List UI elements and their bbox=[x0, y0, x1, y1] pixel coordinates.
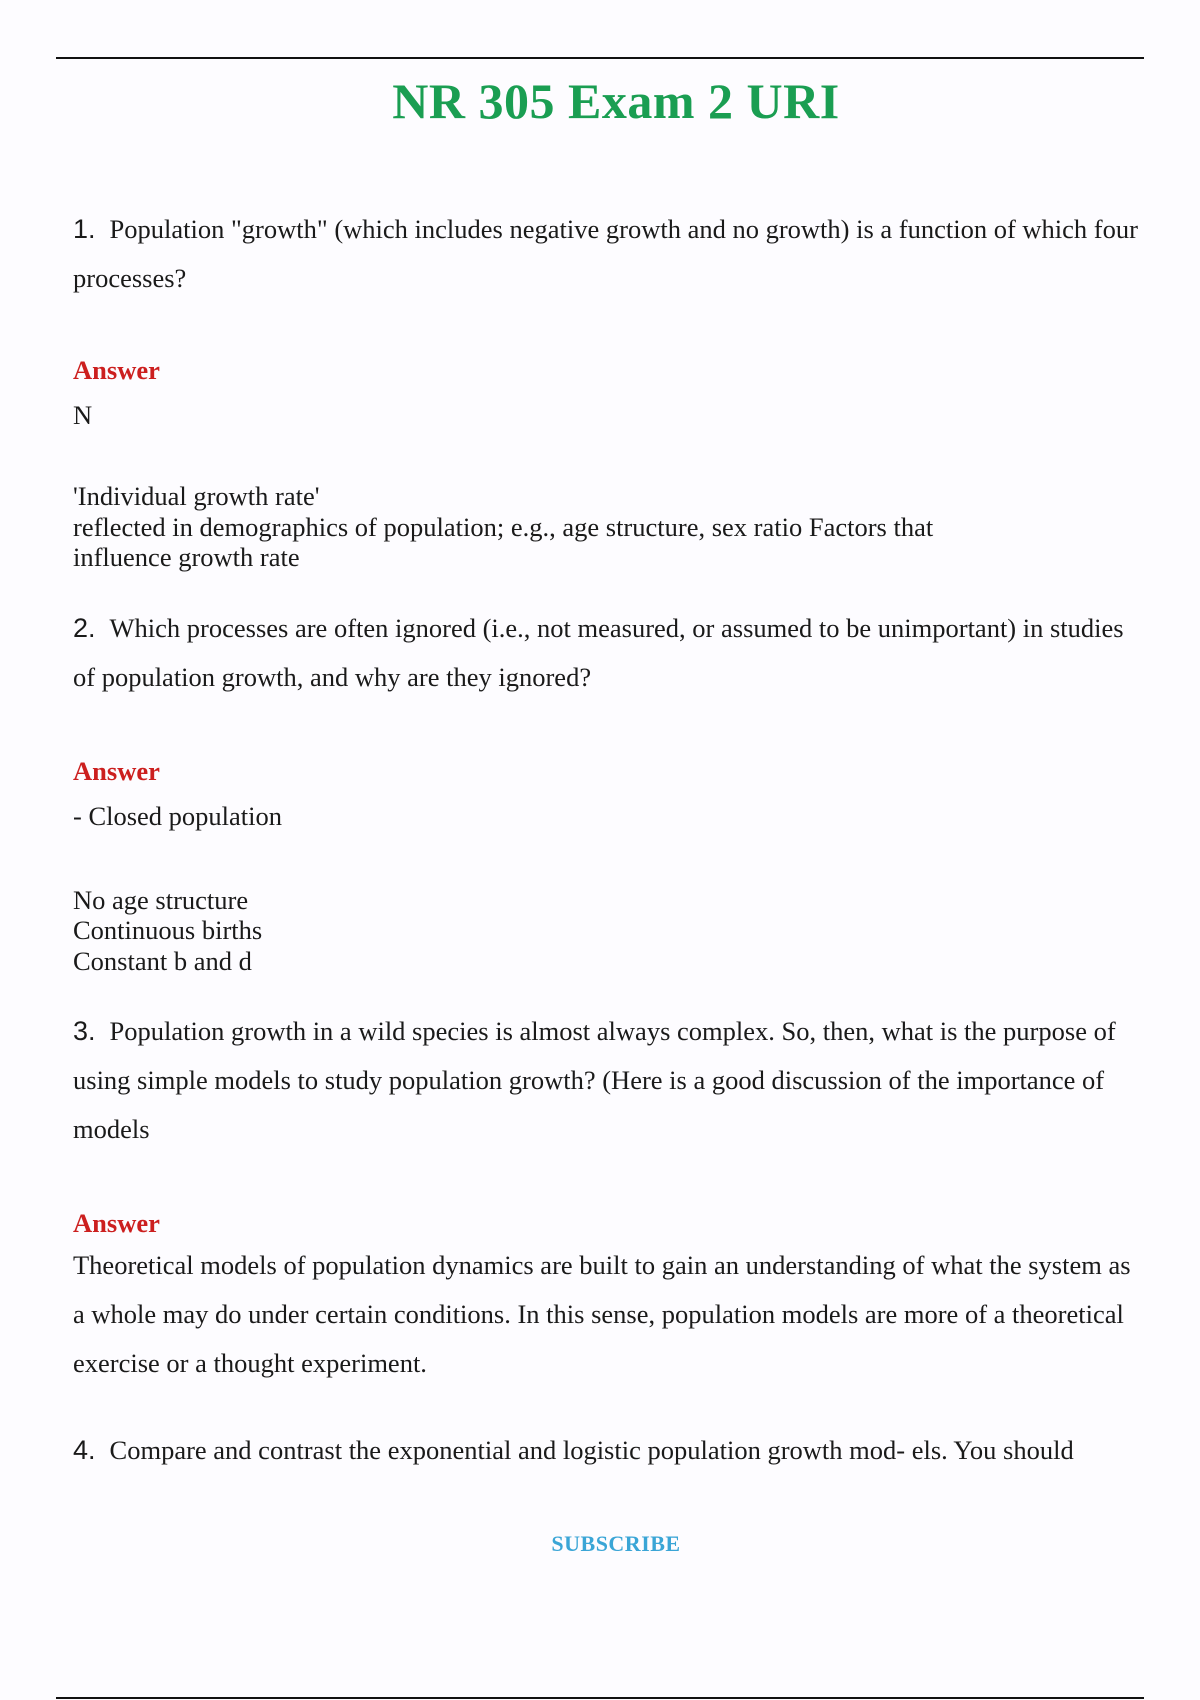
answer-line: 'Individual growth rate' bbox=[73, 481, 320, 511]
answer-body bbox=[73, 885, 1143, 977]
question-text: Population "growth" (which includes negative growth and no growth) is a function of which four processes? bbox=[73, 214, 1138, 293]
subscribe-link[interactable]: SUBSCRIBE bbox=[551, 1531, 681, 1556]
question-text: Which processes are often ignored (i.e., not measured, or assumed to be unimportant) in studies of population growth, and why are they ignored? bbox=[73, 612, 1124, 692]
question-number: 3. bbox=[73, 1016, 96, 1046]
question-text: Population growth in a wild species is almost always complex. So, then, what is the purpose of using simple models to study population growth? (Here is a good discussion of the importance of models bbox=[73, 1016, 1116, 1144]
question-4 bbox=[73, 1426, 1143, 1475]
answer-paragraph: Theoretical models of population dynamics are built to gain an understanding of what the system as a whole may do under certain conditions. In this sense, population models are more of a theoretical exercise or a thought experiment. bbox=[73, 1250, 1131, 1378]
question-1 bbox=[73, 205, 1143, 303]
answer-line: Constant b and d bbox=[73, 945, 252, 976]
answer-label: Answer bbox=[73, 1208, 160, 1238]
question-2 bbox=[73, 604, 1143, 702]
document-body bbox=[73, 205, 1143, 1475]
bottom-divider bbox=[56, 1697, 1144, 1699]
answer-label: Answer bbox=[73, 355, 160, 385]
answer-first-line: - Closed population bbox=[73, 800, 283, 831]
top-divider bbox=[56, 57, 1144, 59]
question-number: 4. bbox=[73, 1435, 96, 1465]
question-number: 2. bbox=[73, 612, 96, 643]
answer-first-line: N bbox=[73, 400, 93, 430]
answer-line: No age structure bbox=[73, 884, 249, 915]
document-title: NR 305 Exam 2 URI bbox=[392, 73, 840, 129]
question-number: 1. bbox=[73, 214, 96, 244]
answer-line: Continuous births bbox=[73, 915, 263, 945]
answer-line: reflected in demographics of population; e.g., age structure, sex ratio Factors that influence growth rate bbox=[73, 511, 934, 572]
question-3 bbox=[73, 1007, 1143, 1154]
answer-body bbox=[73, 481, 993, 573]
question-text: Compare and contrast the exponential and logistic population growth mod- els. You should bbox=[109, 1435, 1074, 1465]
answer-label: Answer bbox=[73, 755, 160, 786]
